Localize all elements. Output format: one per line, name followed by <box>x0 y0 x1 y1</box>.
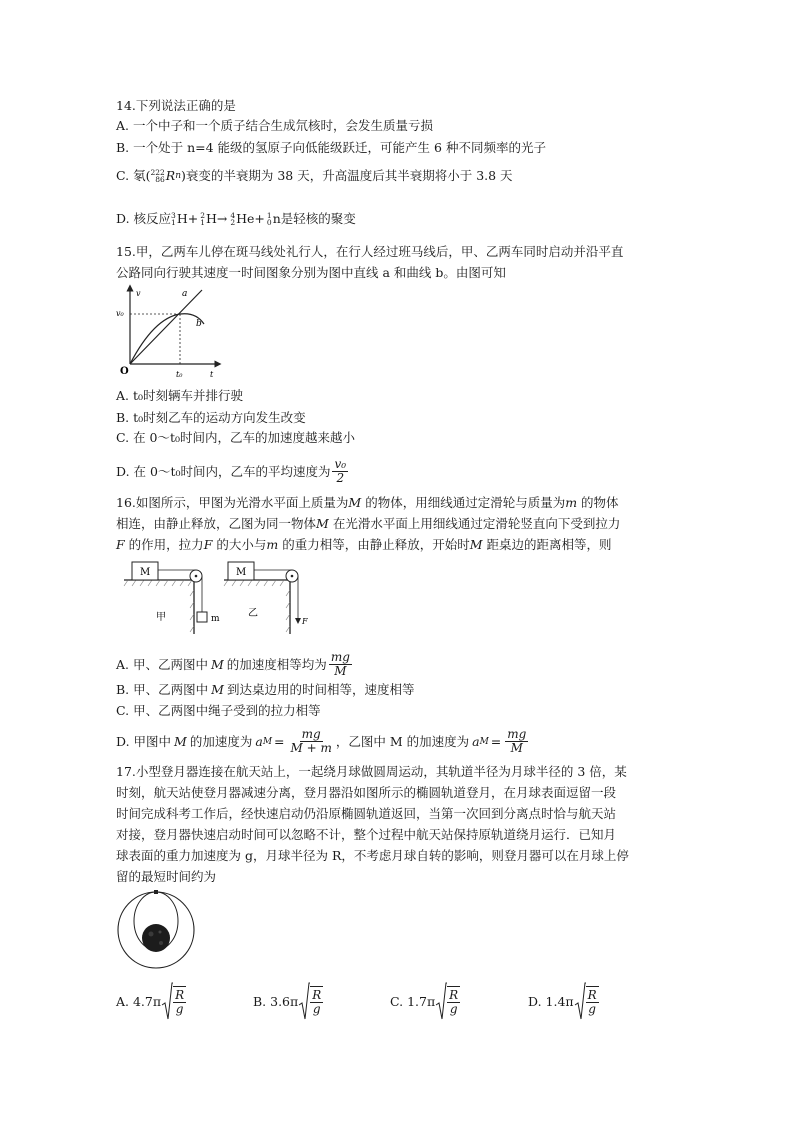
fraction-mg-over-M: $\frac{mg}{M}$ <box>330 650 350 678</box>
t-axis-label: t <box>210 370 214 379</box>
label-origin: O <box>120 366 129 377</box>
curve-b <box>130 314 204 364</box>
svg-text:M: M <box>236 567 247 578</box>
svg-text:F: F <box>302 617 308 626</box>
sqrt-R-over-g: $\frac{R}{g}$ <box>574 981 599 1021</box>
q15-stem-line1: 15.甲，乙两车儿停在斑马线处礼行人，在行人经过班马线后，甲、乙两车同时启动并沿平直 <box>116 244 624 259</box>
force-arrow <box>295 618 301 624</box>
lunar-orbit-figure <box>114 888 198 972</box>
label-t0: t₀ <box>176 370 183 379</box>
label-b: b <box>196 319 202 329</box>
label-a: a <box>182 289 188 299</box>
q16-option-a: A. 甲、乙两图中 M 的加速度相等均为 $\frac{mg}{M}$ <box>116 650 350 678</box>
label-v0: v₀ <box>116 309 124 318</box>
svg-text:M: M <box>140 567 151 578</box>
sqrt-R-over-g: $\frac{R}{g}$ <box>161 981 186 1021</box>
q16-option-b: B. 甲、乙两图中 M 到达桌边用的时间相等，速度相等 <box>116 682 415 697</box>
sqrt-R-over-g: $\frac{R}{g}$ <box>435 981 460 1021</box>
pulley-figure <box>120 558 320 636</box>
q15-option-a: A. t₀时刻辆车并排行驶 <box>116 388 244 403</box>
q17-choice-c: C. 1.7π $\frac{R}{g}$ <box>390 981 460 1021</box>
sqrt-R-over-g: $\frac{R}{g}$ <box>298 981 323 1021</box>
q14-option-a: A. 一个中子和一个质子结合生成氘核时，会发生质量亏损 <box>116 118 433 133</box>
q17-stem-line2: 时刻，航天站使登月器减速分离，登月器沿如图所示的椭圆轨道登月，在月球表面逗留一段 <box>116 785 617 800</box>
q16-stem-line3: F 的作用，拉力F 的大小与m 的重力相等，由静止释放，开始时M 距桌边的距离相等，则 <box>116 537 612 552</box>
svg-text:m: m <box>211 614 220 624</box>
q17-choice-a: A. 4.7π $\frac{R}{g}$ <box>116 981 186 1021</box>
velocity-time-graph <box>114 284 224 380</box>
block-m <box>197 612 207 622</box>
moon <box>142 924 170 952</box>
station <box>154 890 158 894</box>
label-jia: 甲 <box>156 612 166 623</box>
q17-choice-b: B. 3.6π $\frac{R}{g}$ <box>253 981 323 1021</box>
v-axis-label: v <box>136 289 141 298</box>
q14-option-d: D. 核反应 3 1 H+ 2 1 H→ 4 2 He+ 1 0 n 是轻核的聚变 <box>116 211 356 227</box>
q14-stem: 14.下列说法正确的是 <box>116 98 236 113</box>
q17-stem-line5: 球表面的重力加速度为 g，月球半径为 R，不考虑月球自转的影响，则登月器可以在月球上停 <box>116 848 629 863</box>
q14-option-b: B. 一个处于 n=4 能级的氢原子向低能级跃迁，可能产生 6 种不同频率的光子 <box>116 140 546 155</box>
q16-stem-line1: 16.如图所示，甲图为光滑水平面上质量为M 的物体，用细线通过定滑轮与质量为m 的物体 <box>116 495 619 510</box>
q15-option-d: D. 在 0～t₀时间内，乙车的平均速度为 $\frac{\text{v₀}}{2}$ <box>116 457 347 485</box>
q17-stem-line6: 留的最短时间约为 <box>116 869 217 884</box>
label-yi: 乙 <box>248 608 258 619</box>
q15-stem-line2: 公路同向行驶其速度一时间图象分别为图中直线 a 和曲线 b。由图可知 <box>116 265 506 280</box>
radon-nuclide: 222 86 R n <box>150 168 181 184</box>
fraction-mg-over-M-yi: $\frac{mg}{M}$ <box>507 727 527 755</box>
q15-option-b: B. t₀时刻乙车的运动方向发生改变 <box>116 410 306 425</box>
q15-option-c: C. 在 0～t₀时间内，乙车的加速度越来越小 <box>116 430 356 445</box>
q17-choice-d: D. 1.4π $\frac{R}{g}$ <box>528 981 599 1021</box>
line-a <box>130 290 202 364</box>
q17-stem-line3: 时间完成科考工作后，经快速启动仍沿原椭圆轨道返回，当第一次回到分离点时恰与航天站 <box>116 806 617 821</box>
q17-stem-line4: 对接，登月器快速启动时间可以忽略不计，整个过程中航天站保持原轨道绕月运行．已知月 <box>116 827 617 842</box>
fraction-v0-over-2: $\frac{\text{v₀}}{2}$ <box>334 457 347 485</box>
q14-option-c: C. 氡( 222 86 R n )衰变的半衰期为 38 天，升高温度后其半衰期将小于 3.8 天 <box>116 168 513 184</box>
q16-stem-line2: 相连，由静止释放，乙图为同一物体M 在光滑水平面上用细线通过定滑轮竖直向下受到拉力 <box>116 516 621 531</box>
q17-stem-line1: 17.小型登月器连接在航天站上，一起绕月球做圆周运动，其轨道半径为月球半径的 3 倍，某 <box>116 764 627 779</box>
q16-option-d: D. 甲图中 M 的加速度为 a M = $\frac{mg}{M + m}$ ，乙图中 M 的加速度为 a M = $\frac{mg}{M}$ <box>116 727 527 755</box>
q16-option-c: C. 甲、乙两图中绳子受到的拉力相等 <box>116 703 321 718</box>
fraction-mg-over-M-plus-m: $\frac{mg}{M + m}$ <box>290 727 332 755</box>
